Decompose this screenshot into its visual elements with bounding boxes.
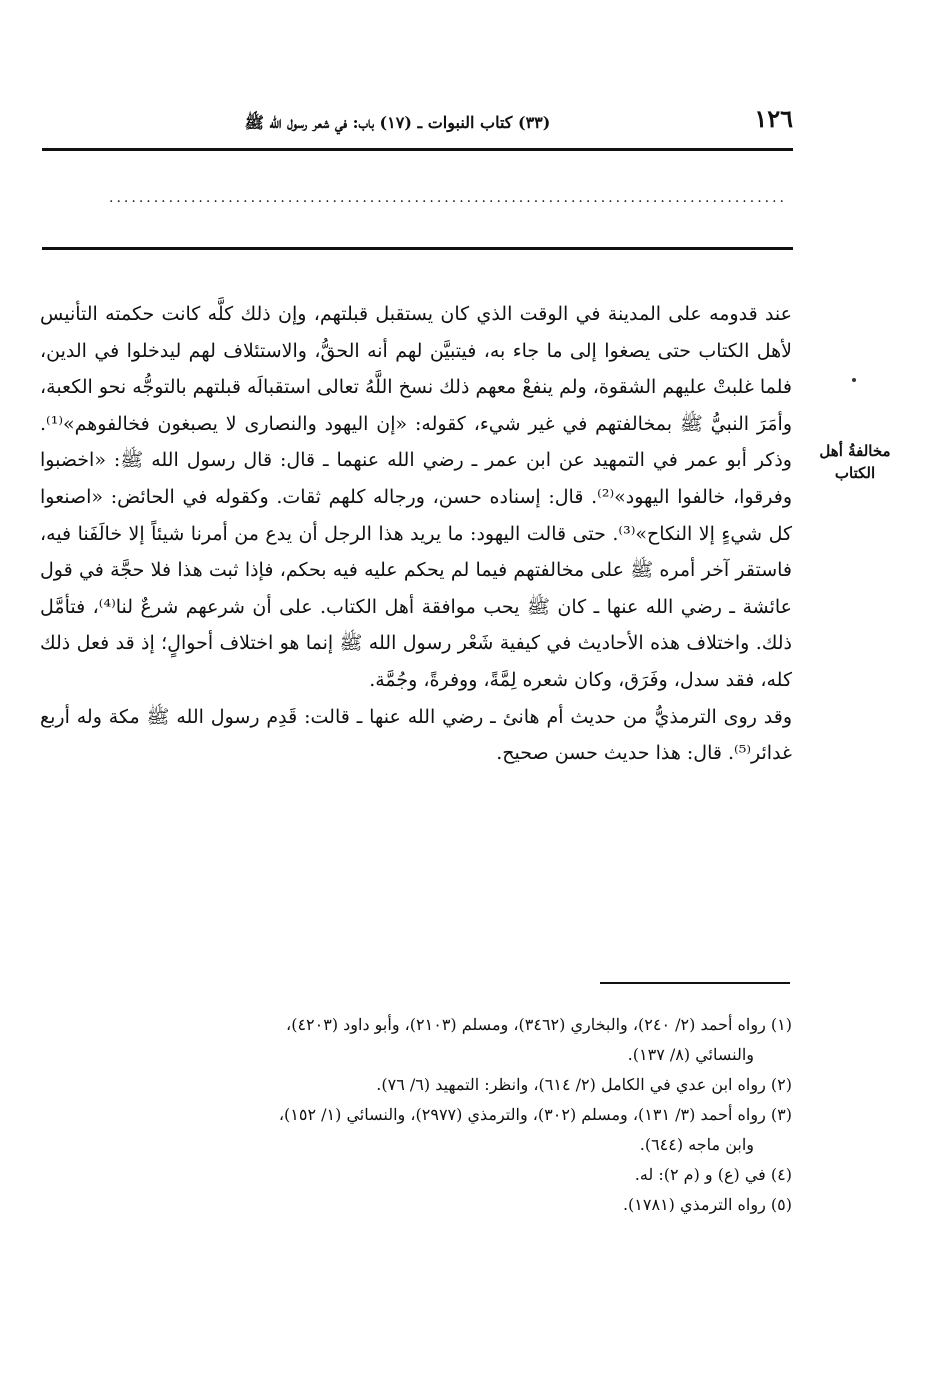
footnote-line: (٢) رواه ابن عدي في الكامل (٢/ ٦١٤)، وانظر: التمهيد (٦/ ٧٦). [376,1075,792,1094]
body-text [40,296,792,772]
section-rule [42,247,793,250]
footnote-line: وابن ماجه (٦٤٤). [639,1135,754,1154]
footnote-rule [600,982,790,984]
footnote-line: والنسائي (٨/ ١٣٧). [627,1045,754,1064]
running-header: (٣٣) كتاب النبوات ـ (١٧) باب: في شعر رسول الله ﷺ [244,113,551,132]
footnote-line: (٤) في (ع) و (م ٢): له. [634,1165,792,1184]
footnote-line: (٣) رواه أحمد (٣/ ١٣١)، ومسلم (٣٠٢)، والترمذي (٢٩٧٧)، والنسائي (١/ ١٥٢)، [278,1105,792,1124]
margin-note: مخالفةُ أهل الكتاب [819,442,891,482]
footnotes [40,1010,792,1220]
footnote-line: (١) رواه أحمد (٢/ ٢٤٠)، والبخاري (٣٤٦٢)، ومسلم (٢١٠٣)، وأبو داود (٤٢٠٣)، [286,1015,792,1034]
margin-dot [852,378,856,382]
footnote-line: (٥) رواه الترمذي (١٧٨١). [622,1195,792,1214]
body-paragraph: عند قدومه على المدينة في الوقت الذي كان يستقبل قبلتهم، وإن ذلك كلَّه كانت حكمته التأنيس لأهل الكتاب حتى يصغوا إلى ما جاء به، فيتبيَّن لهم أنه الحقُّ، والاستئلاف لهم ليدخلوا في الدين، فلما غلبتْ عليهم الشقوة، ولم ينفعْ معهم ذلك نسخ اللَّهُ تعالى استقبالَه قبلتهم بالتوجُّه نحو الكعبة، وأمَرَ النبيُّ ﷺ بمخالفتهم في غير شيء، كقوله: «إن اليهود والنصارى لا يصبغون فخالفوهم»⁽¹⁾. وذكر أبو عمر في التمهيد عن ابن عمر ـ رضي الله عنهما ـ قال: قال رسول الله ﷺ: «اخضبوا وفرقوا، خالفوا اليهود»⁽²⁾. قال: إسناده حسن، ورجاله كلهم ثقات. وكقوله في الحائض: «اصنعوا كل شيءٍ إلا النكاح»⁽³⁾. حتى قالت اليهود: ما يريد هذا الرجل أن يدع من أمرنا شيئاً إلا خالَفَنا فيه، فاستقر آخر أمره ﷺ على مخالفتهم فيما لم يحكم عليه فيه بحكم، فإذا ثبت هذا فلا حجَّة في قول عائشة ـ رضي الله عنها ـ كان ﷺ يحب موافقة أهل الكتاب. على أن شرعهم شرعٌ لنا⁽⁴⁾، فتأمَّل ذلك. واختلاف هذه الأحاديث في كيفية شَعْر رسول الله ﷺ إنما هو اختلاف أحوالٍ؛ إذ قد فعل ذلك كله، فقد سدل، وفَرَق، وكان شعره لِمَّةً، ووفرةً، وجُمَّة. [40,303,792,691]
ellipsis-line: ........................................................................................... [109,190,787,206]
page-number: ١٢٦ [754,104,793,133]
body-paragraph: وقد روى الترمذيُّ من حديث أم هانئ ـ رضي الله عنها ـ قالت: قَدِم رسول الله ﷺ مكة وله أربع غدائر⁽⁵⁾. قال: هذا حديث حسن صحيح. [40,705,792,765]
header-rule [42,148,793,151]
